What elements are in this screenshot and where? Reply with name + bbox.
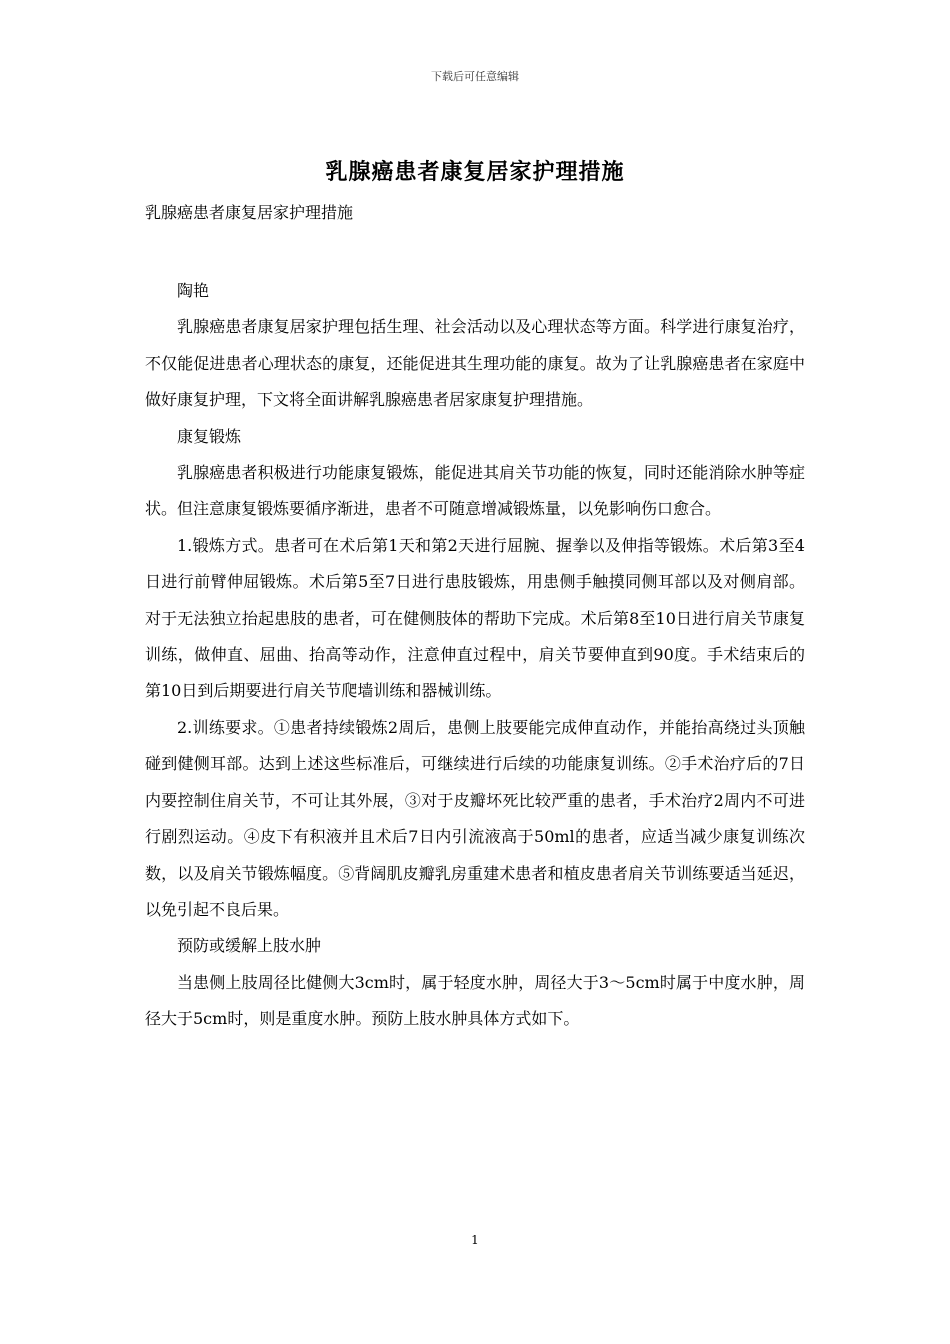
exercise-method-paragraph: 1.锻炼方式。患者可在术后第1天和第2天进行屈腕、握拳以及伸指等锻炼。术后第3至4日进行前臂伸屈锻炼。术后第5至7日进行患肢锻炼，用患侧手触摸同侧耳部以及对侧肩部。对于无法独立抬起患肢的患者，可在健侧肢体的帮助下完成。术后第8至10日进行肩关节康复训练，做伸直、屈曲、抬高等动作，注意伸直过程中，肩关节要伸直到90度。手术结束后的第10日到后期要进行肩关节爬墙训练和器械训练。: [145, 535, 805, 701]
author-name: 陶艳: [177, 281, 210, 300]
page-number: 1: [471, 1233, 479, 1247]
document-subtitle: 乳腺癌患者康复居家护理措施: [145, 203, 354, 222]
document-body: [145, 273, 805, 1038]
document-title: 乳腺癌患者康复居家护理措施: [325, 160, 625, 185]
header-note: 下载后可任意编辑: [431, 70, 519, 83]
edema-paragraph: 当患侧上肢周径比健侧大3cm时，属于轻度水肿，周径大于3～5cm时属于中度水肿，周径大于5cm时，则是重度水肿。预防上肢水肿具体方式如下。: [145, 972, 805, 1029]
training-requirements-paragraph: 2.训练要求。①患者持续锻炼2周后，患侧上肢要能完成伸直动作，并能抬高绕过头顶触碰到健侧耳部。达到上述这些标准后，可继续进行后续的功能康复训练。②手术治疗后的7日内要控制住肩关节，不可让其外展，③对于皮瓣坏死比较严重的患者，手术治疗2周内不可进行剧烈运动。④皮下有积液并且术后7日内引流液高于50ml的患者，应适当减少康复训练次数，以及肩关节锻炼幅度。⑤背阔肌皮瓣乳房重建术患者和植皮患者肩关节训练要适当延迟，以免引起不良后果。: [145, 717, 805, 919]
intro-paragraph: 乳腺癌患者康复居家护理包括生理、社会活动以及心理状态等方面。科学进行康复治疗，不仅能促进患者心理状态的康复，还能促进其生理功能的康复。故为了让乳腺癌患者在家庭中做好康复护理，下文将全面讲解乳腺癌患者居家康复护理措施。: [145, 317, 805, 410]
section-heading-rehab-exercise: 康复锻炼: [177, 426, 242, 446]
rehab-exercise-paragraph: 乳腺癌患者积极进行功能康复锻炼，能促进其肩关节功能的恢复，同时还能消除水肿等症状。但注意康复锻炼要循序渐进，患者不可随意增减锻炼量，以免影响伤口愈合。: [145, 463, 805, 519]
section-heading-edema: 预防或缓解上肢水肿: [177, 936, 322, 956]
